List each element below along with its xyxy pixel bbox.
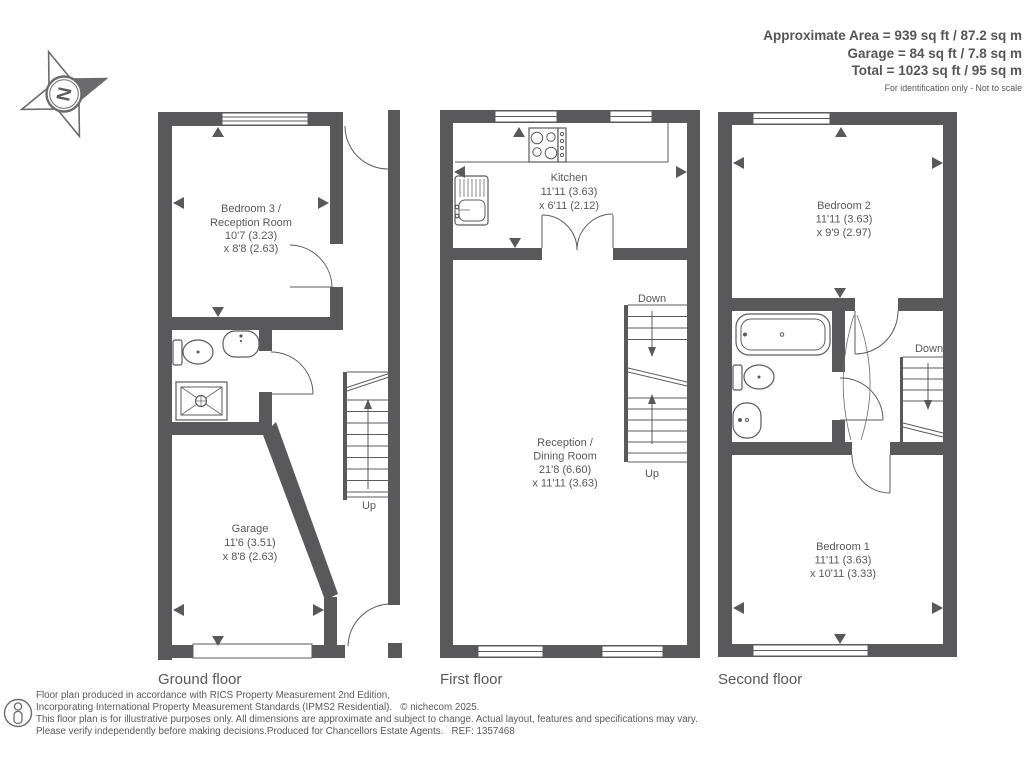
room-dims: x 11'11 (3.63): [532, 477, 598, 490]
room-name: Kitchen: [550, 172, 588, 184]
total-area: Total = 1023 sq ft / 95 sq m: [851, 63, 1022, 78]
room-dims: 11'6 (3.51): [224, 537, 276, 549]
shower-glyph: [176, 382, 227, 420]
first-floor-plan: [440, 110, 700, 688]
room-dims: 21'8 (6.60): [538, 464, 592, 476]
second-doors: [840, 311, 898, 493]
stairs-down-label: Down: [637, 293, 667, 305]
room-dims: x 9'9 (2.97): [816, 227, 872, 239]
person-icon: [2, 697, 34, 729]
garage-area: Garage = 84 sq ft / 7.8 sq m: [847, 45, 1022, 61]
second-bathroom-fixtures: [733, 314, 830, 438]
disclaimer-line: This floor plan is for illustrative purposes only. All dimensions are approximate and subject to change. Actual layout, features and specifications may vary.: [36, 714, 698, 725]
stairs-up-label: Up: [644, 468, 660, 480]
room-name: Bedroom 2: [817, 200, 871, 212]
room-name: Bedroom 3 /: [221, 203, 281, 215]
room-dims: x 10'11 (3.33): [809, 568, 877, 580]
hob-glyph: [529, 128, 566, 162]
room-dims: x 8'8 (2.63): [223, 243, 279, 255]
first-stairs: [628, 305, 687, 462]
bedroom1-label: [810, 541, 876, 580]
room-dims: 11'11 (3.63): [540, 186, 598, 198]
bedroom3-label: [210, 203, 292, 255]
door-arc: [855, 311, 898, 354]
second-stairs: [903, 357, 943, 437]
identification-note: For identification only - Not to scale: [884, 82, 1022, 93]
door-arc: [271, 352, 313, 394]
front-door-arc: [348, 604, 391, 646]
garage-door-glyph: [193, 644, 312, 658]
second-floor-plan: [718, 112, 957, 688]
ground-floor-label: Ground floor: [158, 671, 242, 688]
reception-label: [532, 437, 597, 490]
compass-n-label: N: [53, 85, 77, 104]
door-arc: [840, 378, 883, 420]
toilet-glyph: [173, 340, 182, 365]
door-swing-arc: [857, 315, 870, 440]
door-arc: [852, 455, 890, 493]
first-floor-label: First floor: [440, 671, 503, 688]
disclaimer-line: Incorporating International Property Measurement Standards (IPMS2 Residential). © nichecom 2025.: [36, 702, 480, 713]
kitchen-sink-glyph: [455, 176, 488, 225]
room-name: Reception Room: [210, 217, 292, 229]
room-dims: 11'11 (3.63): [814, 554, 872, 567]
room-dims: x 6'11 (2.12): [539, 200, 599, 212]
window-glyph: [222, 113, 308, 125]
kitchen-label: [539, 172, 599, 212]
door-arc: [542, 215, 577, 250]
room-name: Bedroom 1: [816, 541, 870, 553]
room-name: Dining Room: [533, 450, 597, 463]
door-arc: [577, 214, 613, 250]
ground-stairs: [347, 372, 389, 497]
first-double-doors: [542, 214, 613, 250]
garage-label: [223, 523, 278, 563]
ground-bathroom-fixtures: [173, 331, 259, 420]
bedroom2-label: [816, 200, 873, 239]
disclaimer-line: Please verify independently before making decisions.Produced for Chancellors Estate Agents. REF: 1357468: [36, 726, 515, 737]
door-arc: [345, 126, 388, 169]
toilet-glyph: [733, 365, 774, 390]
room-name: Garage: [231, 523, 269, 535]
approximate-area: Approximate Area = 939 sq ft / 87.2 sq m: [763, 28, 1022, 43]
sink-glyph: [733, 403, 761, 438]
stairs-up-label: Up: [361, 500, 377, 512]
second-floor-label: Second floor: [718, 671, 803, 688]
bathtub-glyph: [736, 314, 830, 355]
disclaimer: [36, 690, 698, 738]
door-arc: [290, 245, 332, 287]
room-name: Reception /: [537, 437, 593, 449]
ground-floor-plan: [158, 110, 402, 688]
disclaimer-line: Floor plan produced in accordance with RICS Property Measurement 2nd Edition,: [36, 690, 390, 701]
room-dims: 11'11 (3.63): [815, 213, 873, 226]
room-dims: 10'7 (3.23): [224, 230, 278, 242]
stairs-down-label: Down: [914, 343, 944, 355]
room-dims: x 8'8 (2.63): [222, 551, 278, 563]
